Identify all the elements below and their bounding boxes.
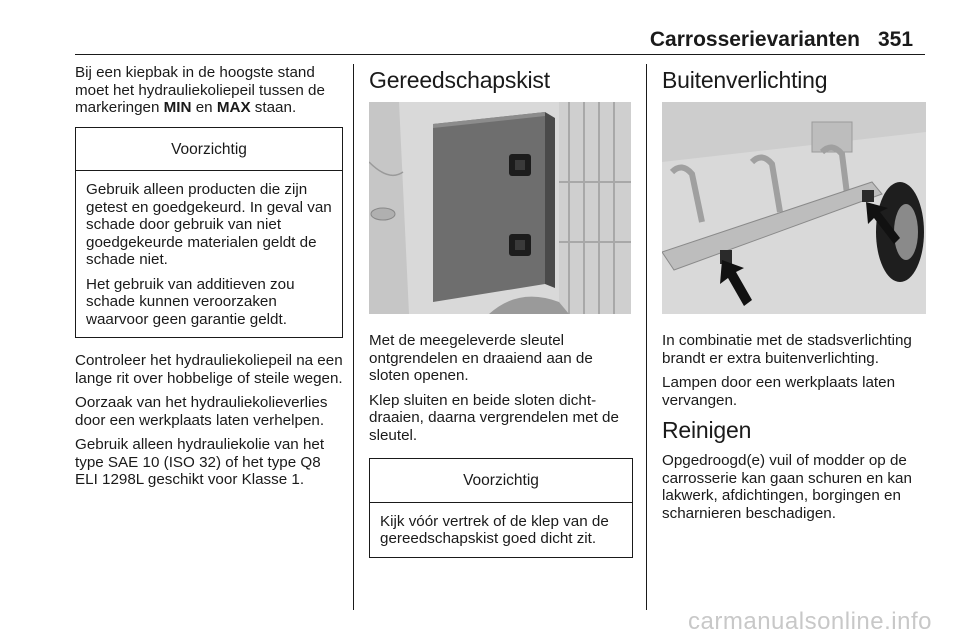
column-3 [662, 64, 928, 529]
column-divider-right [646, 64, 647, 610]
exterior-lights-illustration [662, 102, 926, 314]
body-paragraph: Lampen door een werkplaats laten vervangen. [662, 374, 896, 409]
watermark: carmanualsonline.info [688, 608, 932, 635]
header-rule [75, 54, 925, 55]
caution-box [369, 458, 633, 558]
section-heading: Reinigen [662, 417, 752, 443]
body-paragraph: Opgedroogd(e) vuil of modder op de carrosserie kan gaan schuren en kan lakwerk, afdichtingen, borgingen en scharnieren beschadigen. [662, 452, 912, 522]
page-number: 351 [878, 28, 914, 51]
caution-title: Voorzichtig [76, 128, 342, 172]
caution-box [75, 127, 343, 339]
column-divider-left [353, 64, 354, 610]
body-paragraph: In combinatie met de stadsverlichting brandt er extra buitenverlichting. [662, 332, 912, 367]
section-heading: Gereedschapskist [369, 67, 550, 93]
caution-title: Voorzichtig [370, 459, 632, 503]
body-paragraph: Controleer het hydrauliekoliepeil na een lange rit over hobbelige of steile wegen. [75, 352, 343, 387]
section-heading: Buitenverlichting [662, 67, 828, 93]
caution-text: Het gebruik van additieven zou schade kunnen veroorzaken waarvoor geen garantie geldt. [86, 275, 295, 328]
caution-text: Gebruik alleen producten die zijn getest en goedgekeurd. In geval van schade door gebruik van niet goedgekeurde materialen geldt de schade niet. [86, 181, 332, 268]
intro-paragraph: Bij een kiepbak in de hoogste stand moet het hydrauliekoliepeil tussen de markeringen MIN en MAX staan. [75, 64, 325, 116]
body-paragraph: Klep sluiten en beide sloten dichtdraaien, daarna vergrendelen met de sleutel. [369, 391, 619, 444]
column-2 [369, 64, 633, 572]
body-paragraph: Oorzaak van het hydrauliekolieverlies door een werkplaats laten verhelpen. [75, 394, 328, 429]
body-paragraph: Gebruik alleen hydrauliekolie van het type SAE 10 (ISO 32) of het type Q8 ELI 1298L geschikt voor Klasse 1. [75, 436, 325, 488]
page-header-title: Carrosserievarianten [649, 28, 860, 51]
caution-text: Kijk vóór vertrek of de klep van de gereedschapskist goed dicht zit. [380, 512, 609, 547]
body-paragraph: Met de meegeleverde sleutel ontgrendelen en draaiend aan de sloten openen. [369, 332, 593, 384]
toolbox-illustration [369, 102, 631, 314]
column-1 [75, 64, 343, 496]
